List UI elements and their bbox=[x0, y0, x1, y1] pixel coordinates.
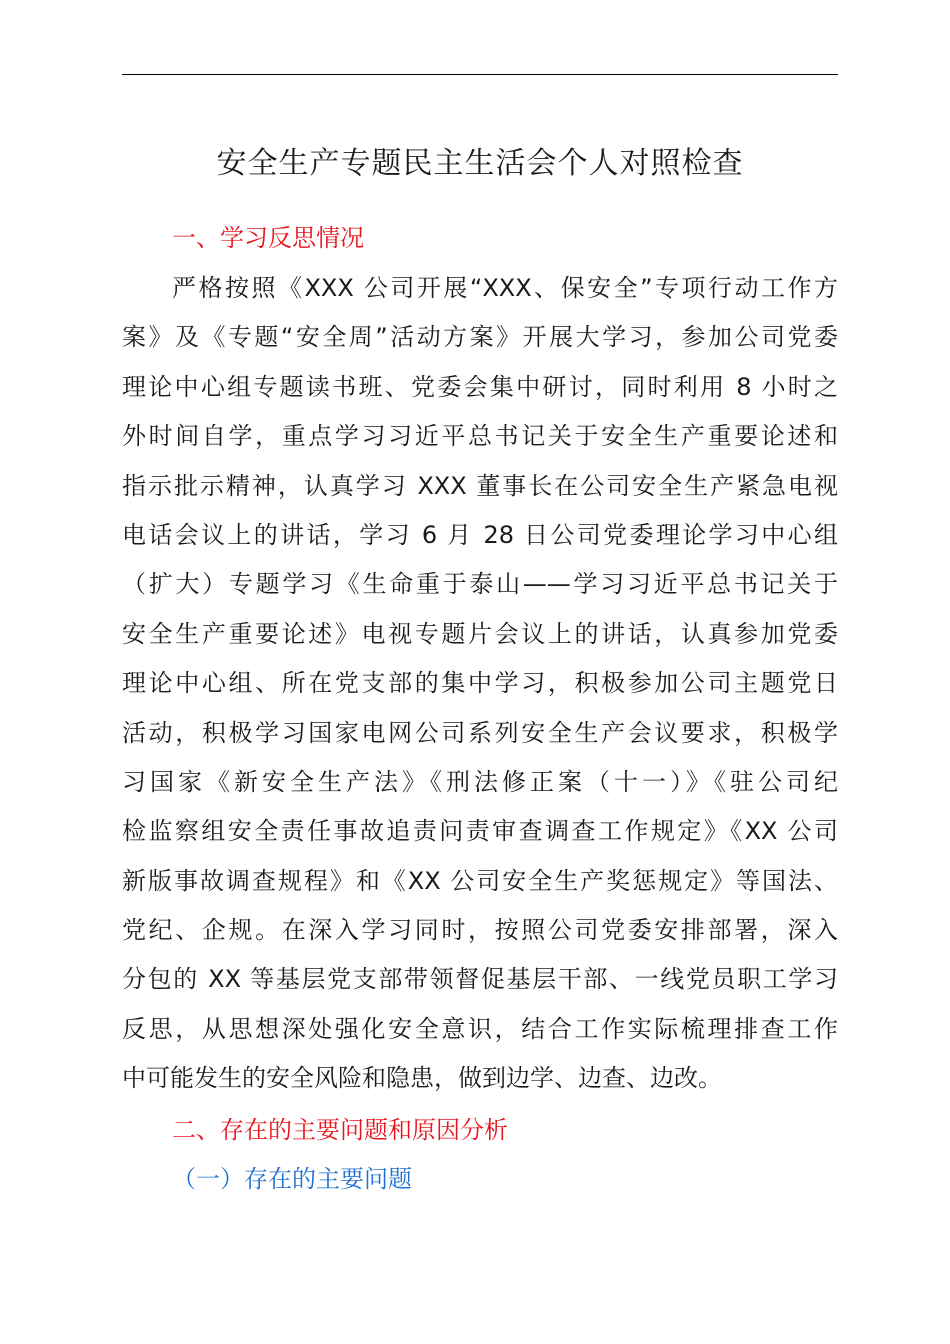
subsection-heading-main-problems: （一）存在的主要问题 bbox=[172, 1165, 412, 1193]
paragraph-line: 电话会议上的讲话，学习 6 月 28 日公司党委理论学习中心组 bbox=[122, 520, 838, 549]
document-title: 安全生产专题民主生活会个人对照检查 bbox=[216, 146, 744, 181]
paragraph-line: （扩大）专题学习《生命重于泰山——学习习近平总书记关于 bbox=[122, 570, 838, 599]
paragraph-line: 指示批示精神，认真学习 XXX 董事长在公司安全生产紧急电视 bbox=[122, 471, 838, 500]
paragraph-line: 习国家《新安全生产法》《刑法修正案（十一）》《驻公司纪 bbox=[122, 767, 838, 796]
paragraph-line: 严格按照《XXX 公司开展“XXX、保安全”专项行动工作方 bbox=[172, 274, 838, 302]
paragraph-line: 反思，从思想深处强化安全意识，结合工作实际梳理排查工作 bbox=[122, 1014, 838, 1043]
section-body-study-reflection bbox=[122, 264, 838, 1104]
paragraph-line: 新版事故调查规程》和《XX 公司安全生产奖惩规定》等国法、 bbox=[122, 866, 838, 895]
paragraph-line: 党纪、企规。在深入学习同时，按照公司党委安排部署，深入 bbox=[122, 916, 838, 945]
paragraph-line: 中可能发生的安全风险和隐患，做到边学、边查、边改。 bbox=[122, 1064, 722, 1093]
section-heading-study-reflection: 一、学习反思情况 bbox=[172, 224, 364, 252]
header-rule bbox=[122, 74, 838, 75]
paragraph-line: 外时间自学，重点学习习近平总书记关于安全生产重要论述和 bbox=[122, 422, 838, 451]
paragraph-line: 安全生产重要论述》电视专题片会议上的讲话，认真参加党委 bbox=[122, 619, 838, 648]
paragraph-line: 案》及《专题“安全周”活动方案》开展大学习，参加公司党委 bbox=[122, 323, 838, 352]
section-heading-problems-analysis: 二、存在的主要问题和原因分析 bbox=[172, 1116, 508, 1144]
paragraph-line: 检监察组安全责任事故追责问责审查调查工作规定》《XX 公司 bbox=[122, 817, 838, 846]
paragraph-line: 分包的 XX 等基层党支部带领督促基层干部、一线党员职工学习 bbox=[122, 965, 838, 994]
paragraph-line: 理论中心组专题读书班、党委会集中研讨，同时利用 8 小时之 bbox=[122, 372, 838, 401]
paragraph-line: 活动，积极学习国家电网公司系列安全生产会议要求，积极学 bbox=[122, 718, 838, 747]
paragraph-line: 理论中心组、所在党支部的集中学习，积极参加公司主题党日 bbox=[122, 669, 838, 698]
